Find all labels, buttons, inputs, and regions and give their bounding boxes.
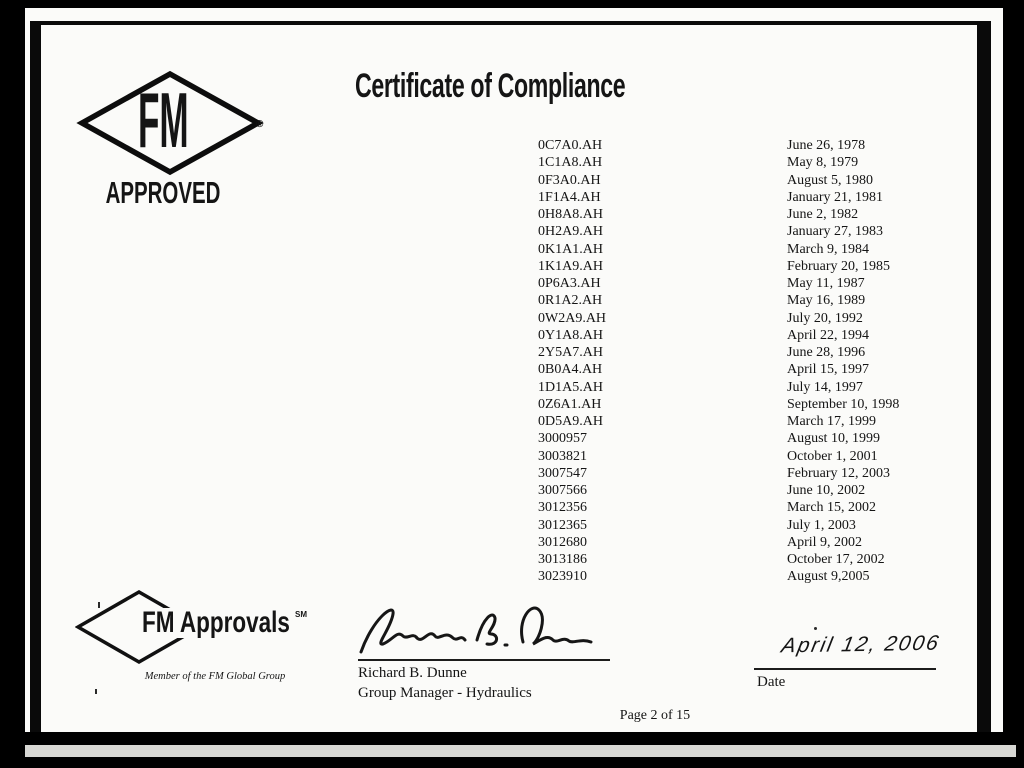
entry-row bbox=[25, 380, 1003, 397]
entry-row bbox=[25, 155, 1003, 172]
certificate-page bbox=[25, 8, 1003, 732]
page-number: Page 2 of 15 bbox=[619, 708, 691, 723]
entry-row bbox=[25, 328, 1003, 345]
entry-date: February 12, 2003 bbox=[787, 465, 891, 481]
entry-id: 3023910 bbox=[538, 569, 587, 585]
entry-id: 0P6A3.AH bbox=[538, 276, 601, 291]
entry-id: 1D1A5.AH bbox=[538, 379, 603, 395]
entry-id: 0H2A9.AH bbox=[538, 224, 603, 240]
entry-row bbox=[25, 311, 1003, 328]
entry-id: 1F1A4.AH bbox=[538, 189, 601, 205]
entry-id: 1C1A8.AH bbox=[538, 155, 603, 171]
entry-date: October 17, 2002 bbox=[787, 552, 885, 567]
entry-row bbox=[25, 259, 1003, 276]
entry-id: 0D5A9.AH bbox=[538, 414, 603, 429]
signatory-role: Group Manager - Hydraulics bbox=[358, 685, 532, 701]
entry-id: 0F3A0.AH bbox=[538, 172, 601, 188]
entry-id: 3012680 bbox=[538, 534, 587, 550]
entry-date: January 27, 1983 bbox=[787, 224, 884, 240]
entry-date: May 16, 1989 bbox=[787, 293, 866, 309]
entry-row bbox=[25, 466, 1003, 483]
entry-date: April 22, 1994 bbox=[787, 327, 870, 343]
entry-id: 0W2A9.AH bbox=[538, 310, 607, 326]
scan-artifact-strip bbox=[25, 745, 1016, 757]
fm-approvals-logo bbox=[75, 588, 315, 688]
entry-row bbox=[25, 500, 1003, 517]
entry-row bbox=[25, 449, 1003, 466]
approval-entries-table bbox=[25, 138, 1003, 587]
entry-row bbox=[25, 535, 1003, 552]
entry-date: May 11, 1987 bbox=[787, 276, 865, 291]
handwritten-date: April 12, 2006 bbox=[779, 631, 943, 658]
approved-text: APPROVED bbox=[105, 175, 221, 210]
entry-id: 3000957 bbox=[538, 431, 587, 447]
registered-trademark-symbol: ® bbox=[256, 119, 264, 130]
scan-speck bbox=[814, 627, 817, 630]
entry-id: 3007547 bbox=[538, 465, 587, 481]
page-edge-top bbox=[30, 21, 990, 25]
signature-line bbox=[358, 659, 610, 661]
entry-row bbox=[25, 552, 1003, 569]
scan-speck bbox=[95, 689, 97, 694]
entry-id: 0Z6A1.AH bbox=[538, 396, 602, 412]
entry-id: 0Y1A8.AH bbox=[538, 327, 603, 343]
scan-speck bbox=[98, 602, 100, 608]
entry-date: January 21, 1981 bbox=[787, 189, 884, 205]
entry-id: 3012356 bbox=[538, 500, 587, 516]
entry-date: June 28, 1996 bbox=[787, 345, 866, 360]
entry-id: 1K1A9.AH bbox=[538, 258, 603, 274]
entry-id: 3003821 bbox=[538, 448, 587, 464]
entry-date: July 1, 2003 bbox=[787, 517, 856, 533]
entry-date: February 20, 1985 bbox=[787, 258, 891, 274]
entry-date: October 1, 2001 bbox=[787, 448, 878, 464]
entry-date: September 10, 1998 bbox=[787, 396, 900, 412]
entry-row bbox=[25, 414, 1003, 431]
entry-date: July 14, 1997 bbox=[787, 379, 863, 395]
certificate-title: Certificate of Compliance bbox=[355, 67, 626, 105]
fm-approvals-text: FM Approvals bbox=[140, 608, 341, 638]
entry-row bbox=[25, 138, 1003, 155]
entry-row bbox=[25, 242, 1003, 259]
entry-date: April 15, 1997 bbox=[787, 362, 870, 378]
entry-row bbox=[25, 431, 1003, 448]
entry-row bbox=[25, 190, 1003, 207]
entry-row bbox=[25, 397, 1003, 414]
entry-date: March 9, 1984 bbox=[787, 241, 870, 257]
fm-logo-letters: FM bbox=[137, 76, 189, 164]
entry-id: 0H8A8.AH bbox=[538, 207, 603, 222]
entry-date: April 9, 2002 bbox=[787, 534, 863, 550]
entry-date: March 17, 1999 bbox=[787, 414, 877, 429]
entry-row bbox=[25, 224, 1003, 241]
entry-date: June 26, 1978 bbox=[787, 138, 866, 153]
entry-row bbox=[25, 569, 1003, 586]
entry-id: 3013186 bbox=[538, 552, 587, 567]
entry-row bbox=[25, 362, 1003, 379]
date-line bbox=[754, 668, 936, 670]
member-tagline: Member of the FM Global Group bbox=[144, 671, 286, 682]
entry-row bbox=[25, 483, 1003, 500]
signatory-name: Richard B. Dunne bbox=[358, 665, 467, 681]
entry-id: 2Y5A7.AH bbox=[538, 345, 603, 360]
entry-date: August 10, 1999 bbox=[787, 431, 880, 447]
entry-id: 3007566 bbox=[538, 483, 587, 498]
entry-date: May 8, 1979 bbox=[787, 155, 859, 171]
service-mark-symbol: SM bbox=[295, 610, 307, 619]
signature-script bbox=[353, 600, 611, 662]
entry-date: March 15, 2002 bbox=[787, 500, 877, 516]
entry-date: August 9,2005 bbox=[787, 569, 870, 585]
entry-date: June 2, 1982 bbox=[787, 207, 859, 222]
entry-id: 0R1A2.AH bbox=[538, 293, 603, 309]
entry-row bbox=[25, 293, 1003, 310]
entry-row bbox=[25, 345, 1003, 362]
entry-date: July 20, 1992 bbox=[787, 310, 863, 326]
date-label: Date bbox=[757, 674, 786, 690]
entry-row bbox=[25, 276, 1003, 293]
entry-id: 0C7A0.AH bbox=[538, 138, 603, 153]
entry-date: August 5, 1980 bbox=[787, 172, 873, 188]
entry-id: 3012365 bbox=[538, 517, 587, 533]
entry-row bbox=[25, 207, 1003, 224]
entry-date: June 10, 2002 bbox=[787, 483, 866, 498]
entry-id: 0B0A4.AH bbox=[538, 362, 603, 378]
entry-row bbox=[25, 173, 1003, 190]
entry-row bbox=[25, 518, 1003, 535]
entry-id: 0K1A1.AH bbox=[538, 241, 603, 257]
